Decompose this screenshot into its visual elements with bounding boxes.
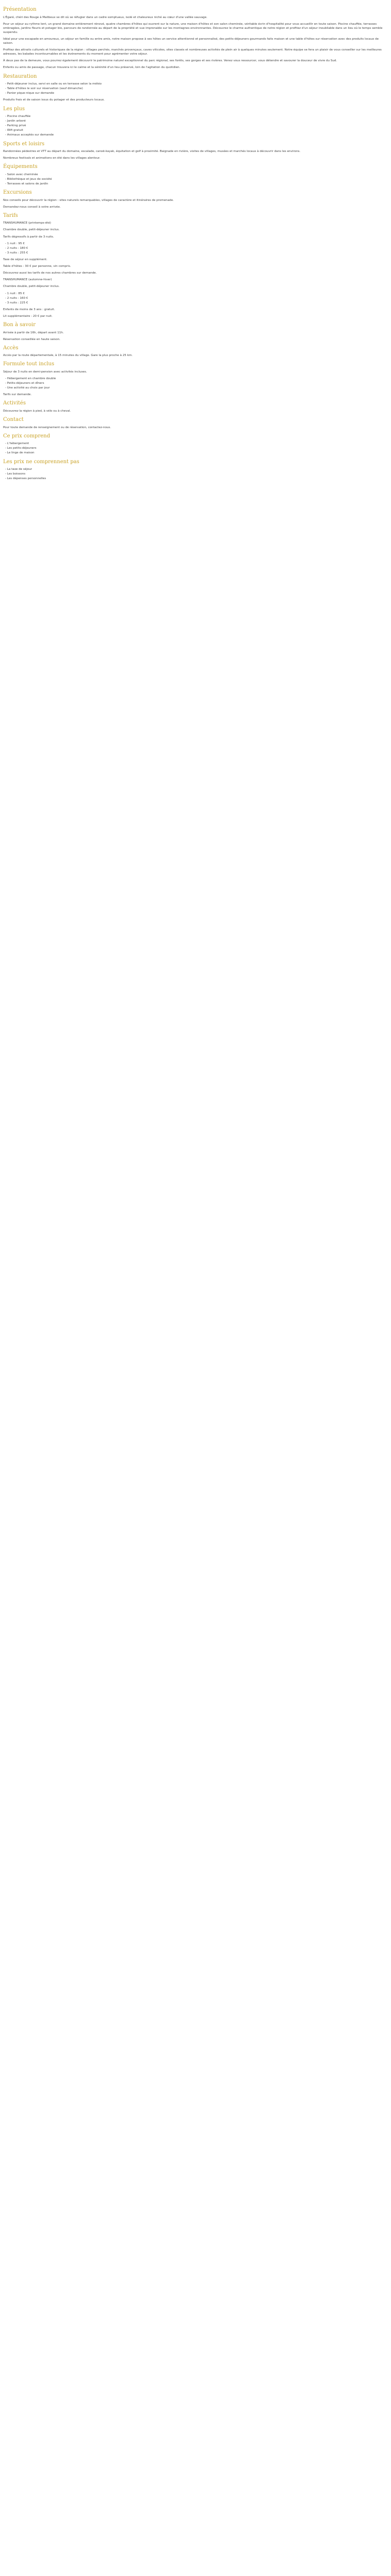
bullet-item: - Parking privé xyxy=(5,124,26,128)
section-ce-prix-ne-comprend-pas xyxy=(3,459,388,481)
section-acces xyxy=(3,345,388,358)
section-heading: Accès xyxy=(3,345,19,351)
bullet-item: - Wifi gratuit xyxy=(5,129,23,132)
paragraph: Chambre double, petit-déjeuner inclus. xyxy=(3,228,60,232)
bullet-item: - Piscine chauffée xyxy=(5,115,31,118)
paragraph: À deux pas de la demeure, vous pourrez également découvrir le patrimoine naturel exceptionnel du parc régional, ses forêts, ses gorges et ses rivières. Venez vous ressourcer, vous détendre et savourer la douceur de vivre du Sud. xyxy=(3,59,337,63)
section-excursions xyxy=(3,190,388,209)
paragraph: Chambre double, petit-déjeuner inclus. xyxy=(3,285,60,289)
paragraph: Randonnées pédestres et VTT au départ du domaine, escalade, canoë-kayak, équitation et golf à proximité. Baignade en rivière, visites de villages, musées et marchés locaux à découvrir dans les environs. xyxy=(3,150,301,154)
section-heading: Contact xyxy=(3,417,24,423)
bullet-item: - Bibliothèque et jeux de société xyxy=(5,177,52,181)
paragraph: Accès par la route départementale, à 15 minutes du village. Gare la plus proche à 25 km. xyxy=(3,354,133,358)
section-ce-prix-comprend xyxy=(3,433,388,455)
bullet-item: - Les petits-déjeuners xyxy=(5,447,37,450)
paragraph: L'Égaré, chéri des Rouge à Malibeux se dit où se réfugier dans un cadre somptueux, isolé et chaleureux niché au cœur d'une vallée sauvage. xyxy=(3,15,207,19)
paragraph: Découvrez aussi les tarifs de nos autres chambres sur demande. xyxy=(3,272,97,275)
bullet-list xyxy=(3,442,388,455)
section-tarifs xyxy=(3,213,388,318)
section-formule xyxy=(3,361,388,397)
section-heading: Sports et loisirs xyxy=(3,141,45,147)
paragraph: TRANSHUMANCE (automne-hiver) xyxy=(3,278,52,282)
bullet-item: - La taxe de séjour xyxy=(5,468,32,471)
bullet-list xyxy=(3,292,388,305)
bullet-item: - 2 nuits : 160 € xyxy=(5,296,28,300)
paragraph: Tarifs dégressifs à partir de 3 nuits. xyxy=(3,235,54,239)
section-heading: Les plus xyxy=(3,106,25,112)
paragraph: Idéal pour une escapade en amoureux, un séjour en famille ou entre amis, notre maison propose à ses hôtes un service attentionné et personnalisé, des petits-déjeuners gourmands faits maison et une table d'hôtes sur réservation avec des produits locaux de saison. xyxy=(3,37,379,45)
paragraph: Profitez des attraits culturels et historiques de la région : villages perchés, marchés provençaux, caves viticoles, sites classés et nombreuses activités de plein air à quelques minutes seulement. Notre équipe se fera un plaisir de vous conseiller sur les meilleures adresses, les balades incontournables et les événements du moment pour agrémenter votre séjour. xyxy=(3,48,382,56)
bullet-list xyxy=(3,377,388,390)
section-presentation xyxy=(3,7,388,70)
bullet-item: - 1 nuit : 95 € xyxy=(5,242,25,245)
bullet-item: - Les boissons xyxy=(5,472,26,476)
bullet-list xyxy=(3,242,388,255)
section-restauration xyxy=(3,74,388,103)
section-activites xyxy=(3,400,388,413)
bullet-item: - Panier pique-nique sur demande xyxy=(5,92,54,95)
paragraph: Enfants ou amis de passage, chacun trouvera ici le calme et la sérénité d'un lieu préservé, loin de l'agitation du quotidien. xyxy=(3,66,181,70)
bullet-item: - Animaux acceptés sur demande xyxy=(5,133,54,137)
paragraph: Nos conseils pour découvrir la région : sites naturels remarquables, villages de caractère et itinéraires de promenade. xyxy=(3,198,174,202)
bullet-item: - Les dépenses personnelles xyxy=(5,477,46,481)
paragraph: Découvrez la région à pied, à vélo ou à cheval. xyxy=(3,409,71,413)
bullet-item: - 1 nuit : 85 € xyxy=(5,292,25,295)
paragraph: Enfants de moins de 3 ans : gratuit. xyxy=(3,308,55,311)
paragraph: Séjour de 3 nuits en demi-pension avec activités incluses. xyxy=(3,370,87,374)
section-bon-a-savoir xyxy=(3,322,388,342)
paragraph: Pour toute demande de renseignement ou de réservation, contactez-nous. xyxy=(3,426,111,429)
section-heading: Ce prix comprend xyxy=(3,433,50,439)
section-heading: Bon à savoir xyxy=(3,322,36,328)
section-sports-loisirs xyxy=(3,141,388,161)
bullet-list xyxy=(3,114,388,138)
bullet-item: - Terrasses et salons de jardin xyxy=(5,182,48,186)
bullet-item: - 3 nuits : 255 € xyxy=(5,251,28,255)
section-heading: Formule tout inclus xyxy=(3,361,55,367)
bullet-item: - Le linge de maison xyxy=(5,451,35,455)
bullet-item: - Salon avec cheminée xyxy=(5,173,38,176)
paragraph: Arrivée à partir de 16h, départ avant 11h. xyxy=(3,331,64,334)
paragraph: Pour un séjour au rythme lent, un grand domaine entièrement rénové, quatre chambres d'hôtes qui ouvrent sur la nature, une maison d'hôtes et son salon cheminée, véritable écrin d'hospitalité pour vous accueillir en toute saison. Piscine chauffée, terrasses ombragées, jardins fleuris et potager bio, parcours de randonnée au départ de la propriété et vue imprenable sur les montagnes environnantes. Découvrez le charme authentique de notre région et profitez d'un séjour inoubliable dans un lieu où le temps semble suspendu. xyxy=(3,22,383,34)
bullet-list xyxy=(3,82,388,95)
bullet-list xyxy=(3,173,388,186)
section-heading: Tarifs xyxy=(3,212,18,218)
paragraph: Taxe de séjour en supplément. xyxy=(3,258,47,261)
bullet-item: - Hébergement en chambre double xyxy=(5,377,56,381)
bullet-list xyxy=(3,467,388,481)
paragraph: Table d'hôtes : 30 € par personne, vin compris. xyxy=(3,265,71,268)
section-heading: Équipements xyxy=(3,164,38,170)
paragraph: Lit supplémentaire : 20 € par nuit. xyxy=(3,314,53,318)
paragraph: Nombreux festivals et animations en été dans les villages alentour. xyxy=(3,157,101,160)
bullet-item: - Une activité au choix par jour xyxy=(5,386,50,390)
section-heading: Présentation xyxy=(3,7,37,12)
paragraph: Demandez-nous conseil à votre arrivée. xyxy=(3,205,61,209)
paragraph: Réservation conseillée en haute saison. xyxy=(3,337,60,341)
paragraph: Tarifs sur demande. xyxy=(3,393,32,397)
paragraph: TRANSHUMANCE (printemps-été) xyxy=(3,222,51,225)
bullet-item: - Table d'hôtes le soir sur réservation (sauf dimanche) xyxy=(5,87,83,91)
bullet-item: - 3 nuits : 225 € xyxy=(5,301,28,304)
bullet-item: - 2 nuits : 180 € xyxy=(5,246,28,250)
section-heading: Excursions xyxy=(3,190,32,196)
section-les-plus xyxy=(3,106,388,138)
section-heading: Restauration xyxy=(3,73,37,79)
section-equipements xyxy=(3,164,388,186)
section-contact xyxy=(3,417,388,430)
section-heading: Les prix ne comprennent pas xyxy=(3,459,79,465)
bullet-item: - Jardin arboré xyxy=(5,120,26,123)
bullet-item: - Petits-déjeuners et dîners xyxy=(5,382,44,385)
bullet-item: - Petit-déjeuner inclus, servi en salle ou en terrasse selon la météo xyxy=(5,82,102,86)
section-heading: Activités xyxy=(3,400,26,406)
paragraph: Produits frais et de saison issus du potager et des producteurs locaux. xyxy=(3,98,105,102)
document-page xyxy=(0,0,391,494)
bullet-item: - L'hébergement xyxy=(5,442,29,446)
